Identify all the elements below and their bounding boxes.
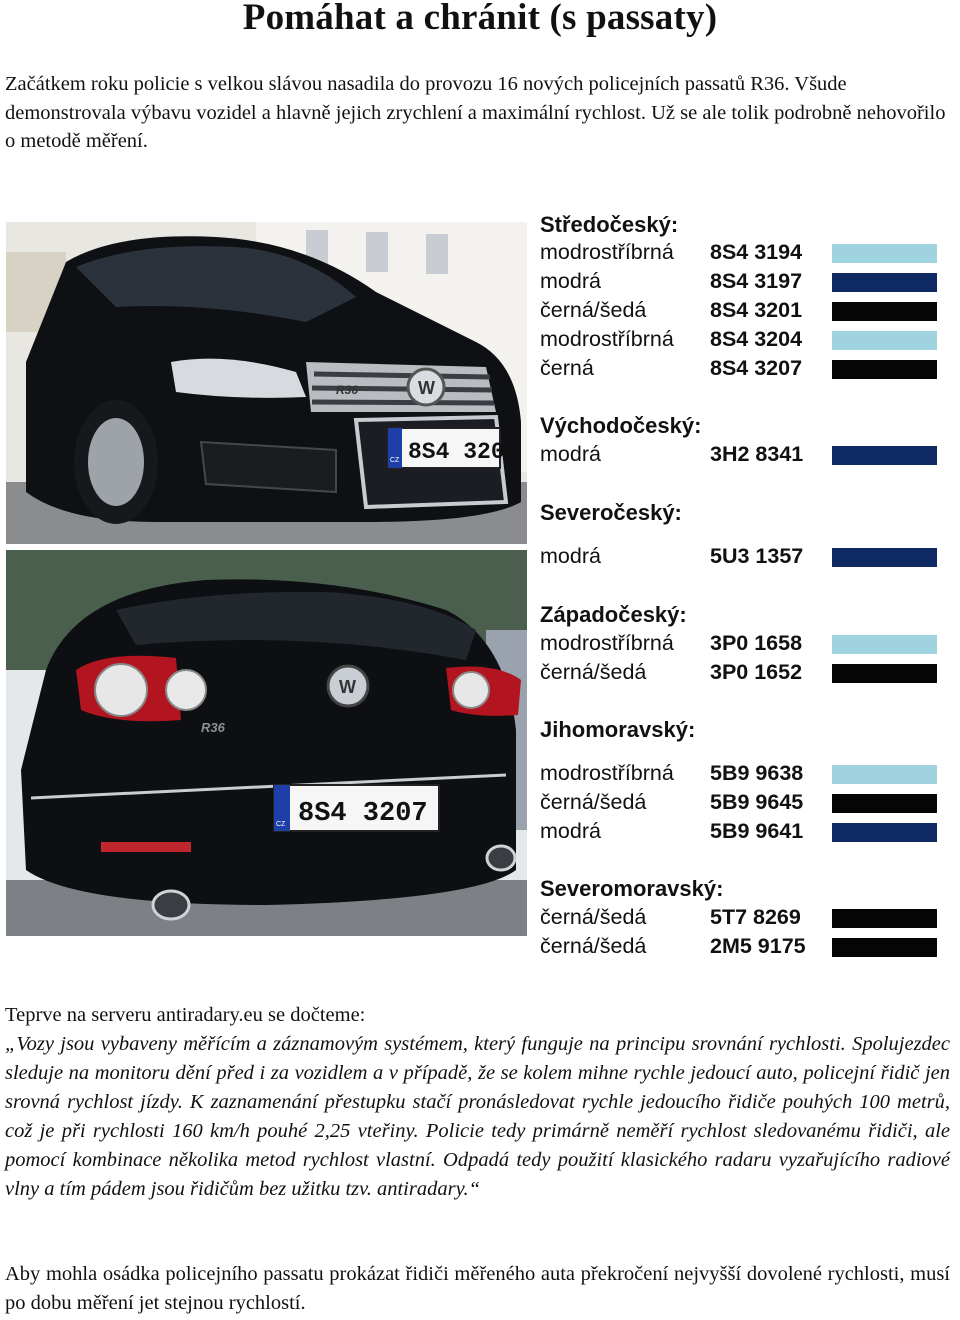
- car-plate-number: 8S4 3194: [710, 240, 803, 264]
- front-plate-text: 8S4 3207: [408, 439, 519, 465]
- color-swatch: [832, 823, 937, 842]
- color-swatch: [832, 909, 937, 928]
- intro-paragraph: Začátkem roku policie s velkou slávou nasadila do provozu 16 nových policejních passatů R36. Všude demonstrovala výbavu vozidel a hlavně jejich zrychlení a maximální rychlost. Už se ale tolik podrobně nehovořilo o metodě měření.: [5, 73, 946, 152]
- car-plate-number: 3P0 1652: [710, 660, 803, 684]
- car-row: [540, 298, 940, 326]
- car-row: [540, 631, 940, 659]
- badge-text: R36: [336, 383, 359, 397]
- front-car-photo: [6, 222, 527, 544]
- car-plate-number: 3H2 8341: [710, 442, 804, 466]
- region-heading: Středočeský:: [540, 212, 679, 237]
- color-swatch: [832, 794, 937, 813]
- svg-text:W: W: [339, 677, 356, 697]
- source-line: Teprve na serveru antiradary.eu se dočteme:: [5, 1004, 366, 1026]
- car-color-label: modrá: [540, 442, 601, 466]
- color-swatch: [832, 548, 937, 567]
- car-color-label: modrostříbrná: [540, 631, 674, 655]
- car-color-label: modrá: [540, 269, 601, 293]
- color-swatch: [832, 446, 937, 465]
- car-plate-number: 2M5 9175: [710, 934, 806, 958]
- rear-plate-text: 8S4 3207: [298, 799, 428, 829]
- color-swatch: [832, 360, 937, 379]
- car-color-label: modrostříbrná: [540, 327, 674, 351]
- car-plate-number: 8S4 3197: [710, 269, 803, 293]
- car-plate-number: 5B9 9641: [710, 819, 804, 843]
- rear-badge-text: R36: [201, 720, 225, 735]
- car-row: [540, 790, 940, 818]
- car-row: [540, 934, 940, 962]
- car-color-label: černá/šedá: [540, 905, 647, 929]
- color-swatch: [832, 244, 937, 263]
- car-row: [540, 660, 940, 688]
- car-color-label: modrostříbrná: [540, 240, 674, 264]
- page-title: Pomáhat a chránit (s passaty): [242, 0, 718, 38]
- car-color-label: černá/šedá: [540, 660, 647, 684]
- region-heading: Severomoravský:: [540, 876, 724, 901]
- region-heading: Východočeský:: [540, 413, 702, 438]
- color-swatch: [832, 331, 937, 350]
- car-color-label: modrá: [540, 544, 601, 568]
- car-row: [540, 269, 940, 297]
- car-color-label: černá/šedá: [540, 790, 647, 814]
- svg-text:W: W: [418, 378, 435, 398]
- car-color-label: černá/šedá: [540, 298, 647, 322]
- color-swatch: [832, 635, 937, 654]
- car-plate-number: 5U3 1357: [710, 544, 804, 568]
- color-swatch: [832, 765, 937, 784]
- final-paragraph: Aby mohla osádka policejního passatu prokázat řidiči měřeného auta překročení nejvyšší dovolené rychlosti, musí po dobu měření jet stejnou rychlostí.: [5, 1263, 950, 1314]
- car-row: [540, 819, 940, 847]
- plate-country: CZ: [390, 457, 400, 464]
- region-heading: Severočeský:: [540, 500, 682, 525]
- car-color-label: modrostříbrná: [540, 761, 674, 785]
- quote-paragraph: „Vozy jsou vybaveny měřícím a záznamovým systémem, který funguje na principu srovnání rychlosti. Spolujezdec sleduje na monitoru dění před i za vozidlem a v případě, že se kolem mihne rychle jedoucí auto, policejní řidič jen srovná rychlost jízdy. K zaznamenání přestupku stačí pronásledovat rychle jedoucího řidiče pouhých 100 metrů, což je při rychlosti 160 km/h pouhé 2,25 vteřiny. Policie tedy primárně neměří rychlost sledovanému řidiči, ale pomocí kombinace několika metod rychlost vlastní. Odpadá tedy použití klasického radaru vyzařujícího radiové vlny a tím pádem jsou řidičům bez užitku tzv. antiradary.“: [5, 1033, 950, 1200]
- car-plate-number: 8S4 3207: [710, 356, 803, 380]
- color-swatch: [832, 273, 937, 292]
- car-plate-number: 5B9 9645: [710, 790, 804, 814]
- color-swatch: [832, 938, 937, 957]
- car-plate-number: 5T7 8269: [710, 905, 801, 929]
- car-row: [540, 761, 940, 789]
- car-color-label: černá/šedá: [540, 934, 647, 958]
- car-plate-number: 8S4 3201: [710, 298, 803, 322]
- car-row: [540, 905, 940, 933]
- car-color-label: černá: [540, 356, 594, 380]
- car-plate-number: 5B9 9638: [710, 761, 804, 785]
- car-row: [540, 327, 940, 355]
- region-heading: Jihomoravský:: [540, 717, 696, 742]
- car-color-label: modrá: [540, 819, 601, 843]
- car-plate-number: 3P0 1658: [710, 631, 803, 655]
- car-row: [540, 356, 940, 384]
- rear-plate-country: CZ: [276, 821, 286, 828]
- color-swatch: [832, 664, 937, 683]
- rear-car-photo: [6, 550, 527, 936]
- region-heading: Západočeský:: [540, 602, 687, 627]
- car-row: [540, 240, 940, 268]
- color-swatch: [832, 302, 937, 321]
- car-plate-number: 8S4 3204: [710, 327, 803, 351]
- car-row: [540, 544, 940, 572]
- car-row: [540, 442, 940, 470]
